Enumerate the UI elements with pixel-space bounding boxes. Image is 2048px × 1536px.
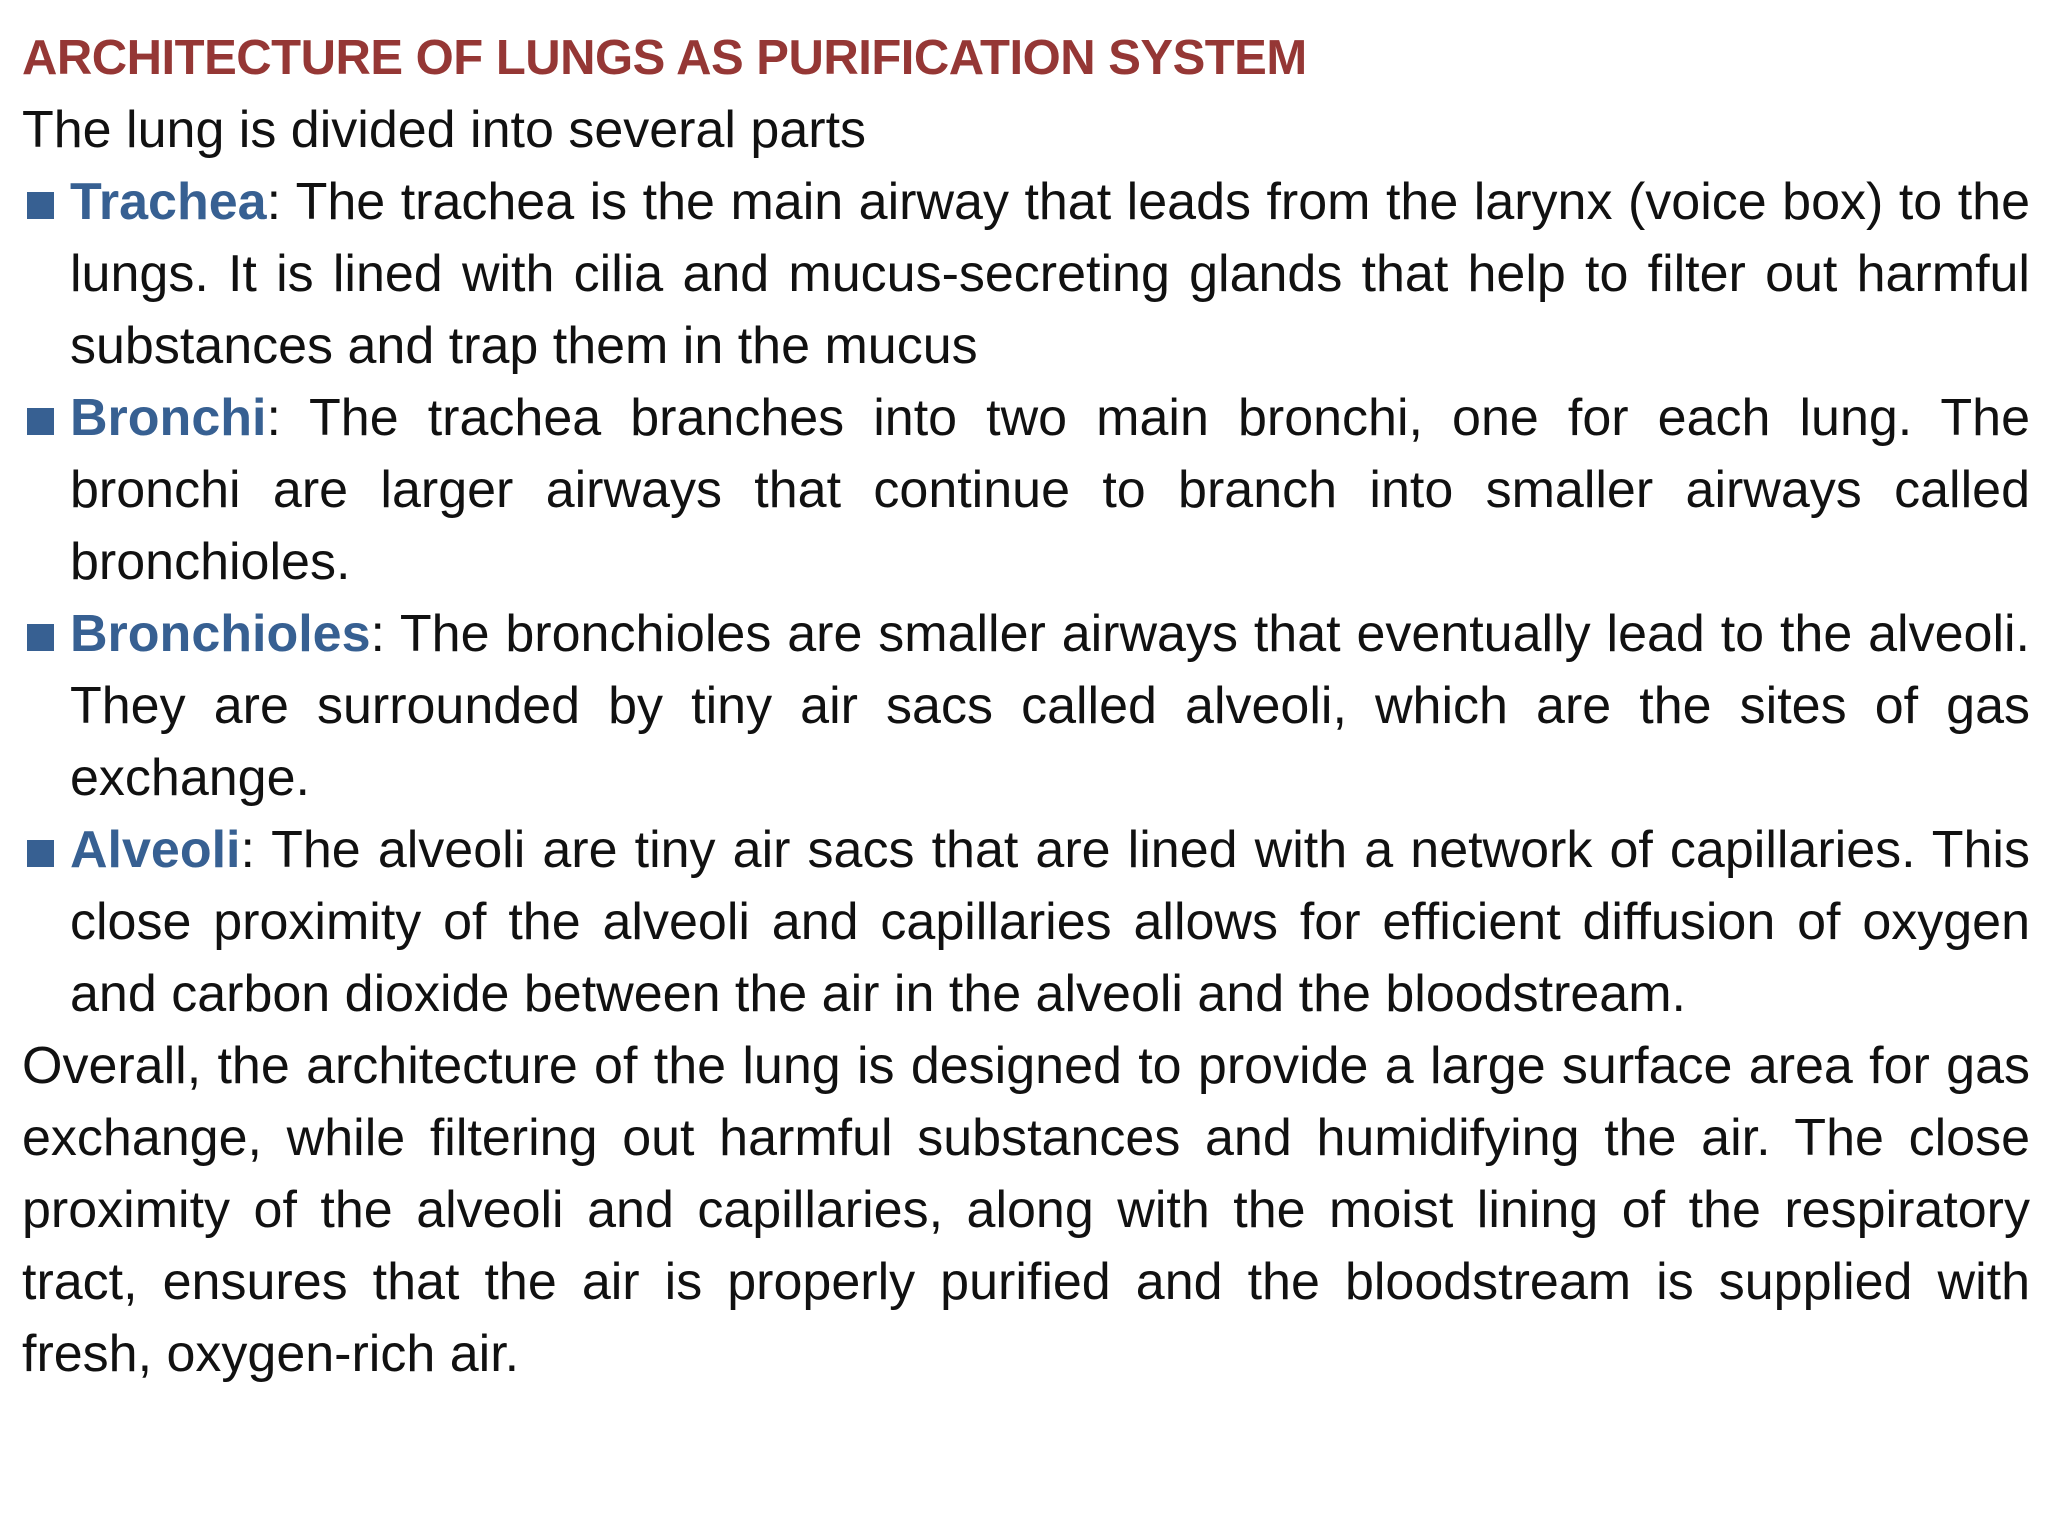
list-item-alveoli [22, 814, 2030, 1030]
square-bullet-icon [27, 624, 54, 651]
slide-content [22, 26, 2030, 1390]
term-bronchioles: Bronchioles [70, 605, 371, 663]
list-item-trachea [22, 166, 2030, 382]
term-bronchi: Bronchi [70, 389, 267, 447]
intro-text: The lung is divided into several parts [22, 101, 867, 159]
list-item-bronchi [22, 382, 2030, 598]
parts-list [22, 166, 2030, 1030]
slide-title: ARCHITECTURE OF LUNGS AS PURIFICATION SYSTEM [22, 31, 1307, 85]
list-item-bronchioles [22, 598, 2030, 814]
term-trachea: Trachea [70, 173, 267, 231]
square-bullet-icon [27, 192, 54, 219]
description-alveoli: : The alveoli are tiny air sacs that are lined with a network of capillaries. This close proximity of the alveoli and capillaries allows for efficient diffusion of oxygen and carbon dioxide between the air in the alveoli and the bloodstream. [70, 821, 2030, 1023]
square-bullet-icon [27, 408, 54, 435]
term-alveoli: Alveoli [70, 821, 241, 879]
closing-paragraph: Overall, the architecture of the lung is designed to provide a large surface area for gas exchange, while filtering out harmful substances and humidifying the air. The close proximity of the alveoli and capillaries, along with the moist lining of the respiratory tract, ensures that the air is properly purified and the bloodstream is supplied with fresh, oxygen-rich air. [22, 1037, 2030, 1383]
square-bullet-icon [27, 840, 54, 867]
description-bronchioles: : The bronchioles are smaller airways that eventually lead to the alveoli. They are surrounded by tiny air sacs called alveoli, which are the sites of gas exchange. [70, 605, 2030, 807]
description-bronchi: : The trachea branches into two main bronchi, one for each lung. The bronchi are larger airways that continue to branch into smaller airways called bronchioles. [70, 389, 2030, 591]
description-trachea: : The trachea is the main airway that leads from the larynx (voice box) to the lungs. It is lined with cilia and mucus-secreting glands that help to filter out harmful substances and trap them in the mucus [70, 173, 2030, 375]
